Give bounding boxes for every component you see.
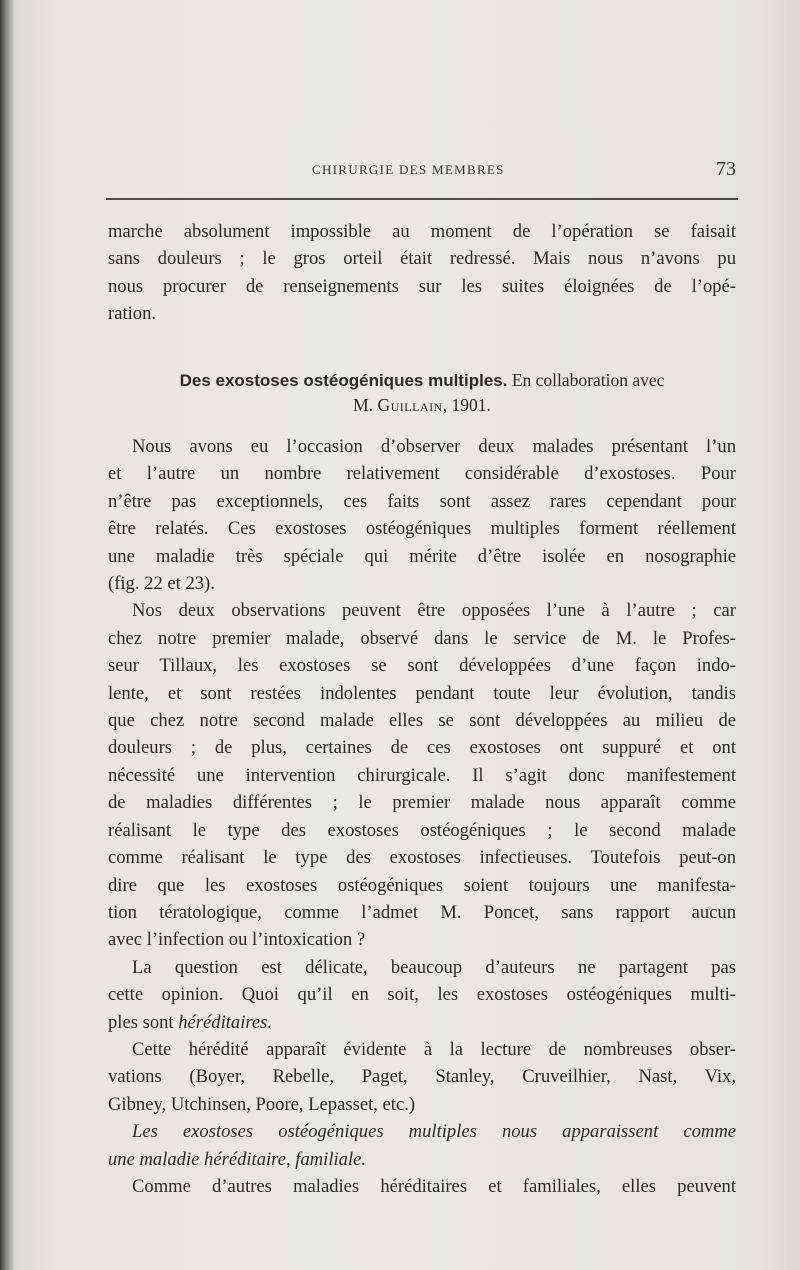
text-line: réalisant le type des exostoses ostéogéniques ; le second malade — [108, 819, 736, 841]
text-line: tion tératologique, comme l’admet M. Poncet, sans rapport aucun — [108, 901, 736, 923]
text-line: seur Tillaux, les exostoses se sont développées d’une façon indo- — [108, 655, 736, 677]
running-head: CHIRURGIE DES MEMBRES — [312, 162, 505, 177]
text-line: vations (Boyer, Rebelle, Paget, Stanley, Cruveilhier, Nast, Vix, — [108, 1066, 736, 1088]
text-line: (fig. 22 et 23). — [108, 573, 215, 595]
text-line: une maladie très spéciale qui mérite d’être isolée en nosographie — [108, 545, 736, 567]
collaboration-note: En collaboration avec — [511, 370, 665, 390]
text-line: dire que les exostoses ostéogéniques soient toujours une manifesta- — [108, 874, 736, 896]
text-line: chez notre premier malade, observé dans le service de M. le Profes- — [108, 627, 736, 649]
paragraph-3 — [108, 954, 736, 1036]
text-line: cette opinion. Quoi qu’il en soit, les exostoses ostéogéniques multi- — [108, 984, 736, 1006]
text-line: Les exostoses ostéogéniques multiples nous apparaissent comme — [132, 1121, 736, 1143]
text-line: douleurs ; de plus, certaines de ces exostoses ont suppuré et ont — [108, 737, 736, 759]
text-line: avec l’infection ou l’intoxication ? — [108, 929, 366, 951]
text-line: être relatés. Ces exostoses ostéogéniques multiples forment réellement — [108, 518, 736, 540]
body-text — [108, 433, 736, 1200]
text-line: Nous avons eu l’occasion d’observer deux malades présentant l’un — [132, 436, 736, 457]
binding-shadow — [0, 0, 14, 1270]
text-line: une maladie héréditaire, familiale. — [108, 1148, 367, 1170]
italic-term: héréditaires. — [178, 1011, 273, 1033]
page-number: 73 — [716, 158, 736, 180]
text-line: Gibney, Utchinsen, Poore, Lepasset, etc.) — [108, 1093, 416, 1115]
text-line: nécessité une intervention chirurgicale. Il s’agit donc manifestement — [108, 764, 736, 786]
paragraph-4 — [108, 1036, 736, 1118]
text-line: ration. — [108, 303, 157, 325]
header-rule — [106, 198, 738, 200]
page-header — [108, 160, 740, 184]
text-line: Cette hérédité apparaît évidente à la lecture de nombreuses obser- — [132, 1038, 736, 1060]
paragraph-2 — [108, 597, 736, 953]
text-line: n’être pas exceptionnels, ces faits sont assez rares cependant pour — [108, 490, 736, 512]
section-title: Des exostoses ostéogéniques multiples. — [179, 371, 508, 390]
text-line: de maladies différentes ; le premier malade nous apparaît comme — [108, 792, 736, 814]
author-prefix: M. — [353, 395, 374, 415]
text-line: et l’autre un nombre relativement considérable d’exostoses. Pour — [108, 463, 736, 485]
publication-year: , 1901. — [442, 395, 491, 415]
text-line: lente, et sont restées indolentes pendant toute leur évolution, tandis — [108, 682, 736, 704]
text-run: ples sont — [108, 1011, 179, 1033]
text-line: La question est délicate, beaucoup d’auteurs ne partagent pas — [132, 956, 736, 978]
text-line: nous procurer de renseignements sur les suites éloignées de l’opé- — [108, 275, 736, 297]
section-heading — [108, 368, 736, 418]
text-line: sans douleurs ; le gros orteil était redressé. Mais nous n’avons pu — [108, 248, 736, 270]
text-line: Nos deux observations peuvent être opposées l’une à l’autre ; car — [132, 600, 736, 622]
text-line — [108, 1009, 736, 1036]
text-line: Comme d’autres maladies héréditaires et familiales, elles peuvent — [132, 1175, 736, 1197]
paragraph-5-italic — [108, 1118, 736, 1173]
text-line: que chez notre second malade elles se sont développées au milieu de — [108, 710, 736, 732]
paragraph-1 — [108, 433, 736, 597]
text-line: marche absolument impossible au moment de l’opération se faisait — [108, 221, 736, 242]
intro-paragraph — [108, 218, 736, 328]
text-line: comme réalisant le type des exostoses infectieuses. Toutefois peut-on — [108, 847, 736, 869]
paragraph-6 — [108, 1173, 736, 1200]
author-name: Guillain — [377, 395, 443, 415]
